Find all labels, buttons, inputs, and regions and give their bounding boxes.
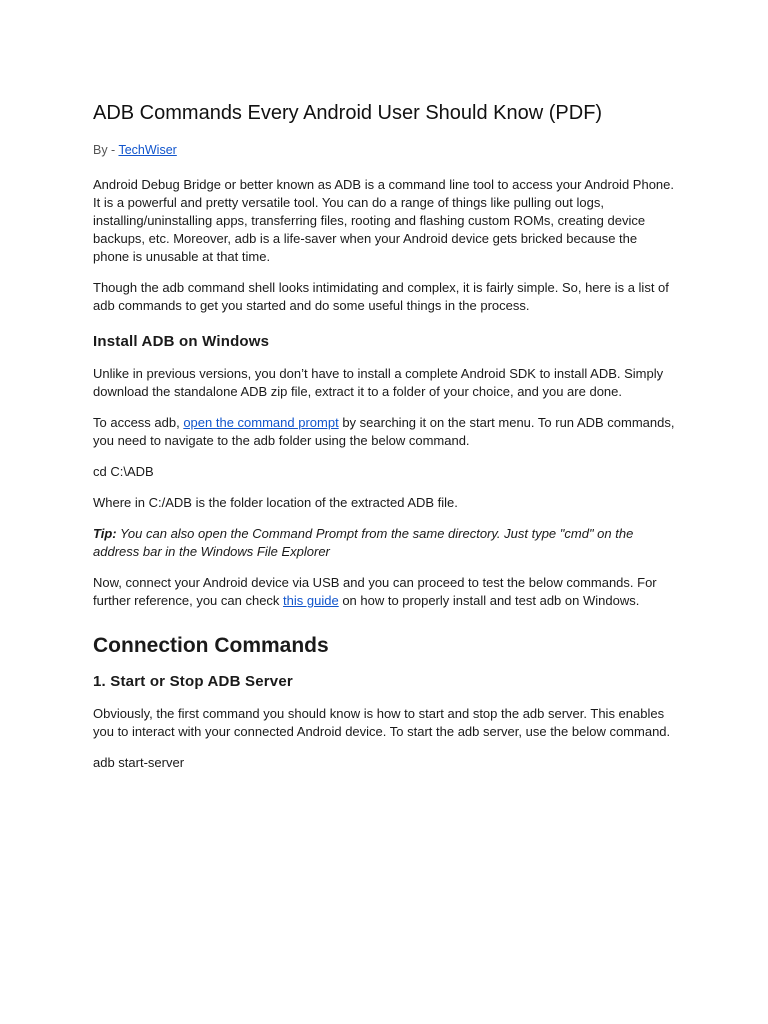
install-p2-after: by searching it on the start menu. To run ADB commands, you need to navigate to the adb folder using the below command. [93,415,675,448]
byline [93,142,675,158]
tip-text: You can also open the Command Prompt from the same directory. Just type "cmd" on the address bar in the Windows File Explorer [93,526,634,559]
install-paragraph-2 [93,414,675,450]
install-paragraph-1: Unlike in previous versions, you don’t have to install a complete Android SDK to install ADB. Simply download the standalone ADB zip file, extract it to a folder of your choice, and you are done. [93,366,664,399]
start-server-command: adb start-server [93,755,185,770]
start-stop-server-heading: 1. Start or Stop ADB Server [93,673,293,690]
tip-paragraph [93,525,675,561]
intro-paragraph-2: Though the adb command shell looks intimidating and complex, it is fairly simple. So, here is a list of adb commands to get you started and do some useful things in the process. [93,280,669,313]
open-command-prompt-link[interactable]: open the command prompt [183,415,339,430]
install-heading: Install ADB on Windows [93,333,270,350]
tip-label: Tip: [93,526,117,541]
where-paragraph: Where in C:/ADB is the folder location of the extracted ADB file. [93,495,458,510]
connect-p-after: on how to properly install and test adb on Windows. [338,593,640,608]
intro-paragraph-1: Android Debug Bridge or better known as ADB is a command line tool to access your Android Phone. It is a powerful and pretty versatile tool. You can do a range of things like pulling out logs, installing/uninstalling apps, transferring files, rooting and flashing custom ROMs, creating device backups, etc. Moreover, adb is a life-saver when your Android device gets bricked because the phone is unusable at that time. [93,177,674,264]
author-link[interactable]: TechWiser [118,143,177,157]
cd-command: cd C:\ADB [93,464,154,479]
this-guide-link[interactable]: this guide [283,593,339,608]
connect-paragraph [93,574,675,610]
connect-p-before: Now, connect your Android device via USB and you can proceed to test the below commands. For further reference, you can check [93,575,657,608]
document-title: ADB Commands Every Android User Should Know (PDF) [93,102,603,124]
install-p2-before: To access adb, [93,415,184,430]
byline-prefix: By - [93,143,119,157]
connection-commands-heading: Connection Commands [93,634,329,657]
server-paragraph: Obviously, the first command you should know is how to start and stop the adb server. This enables you to interact with your connected Android device. To start the adb server, use the below command. [93,706,671,739]
